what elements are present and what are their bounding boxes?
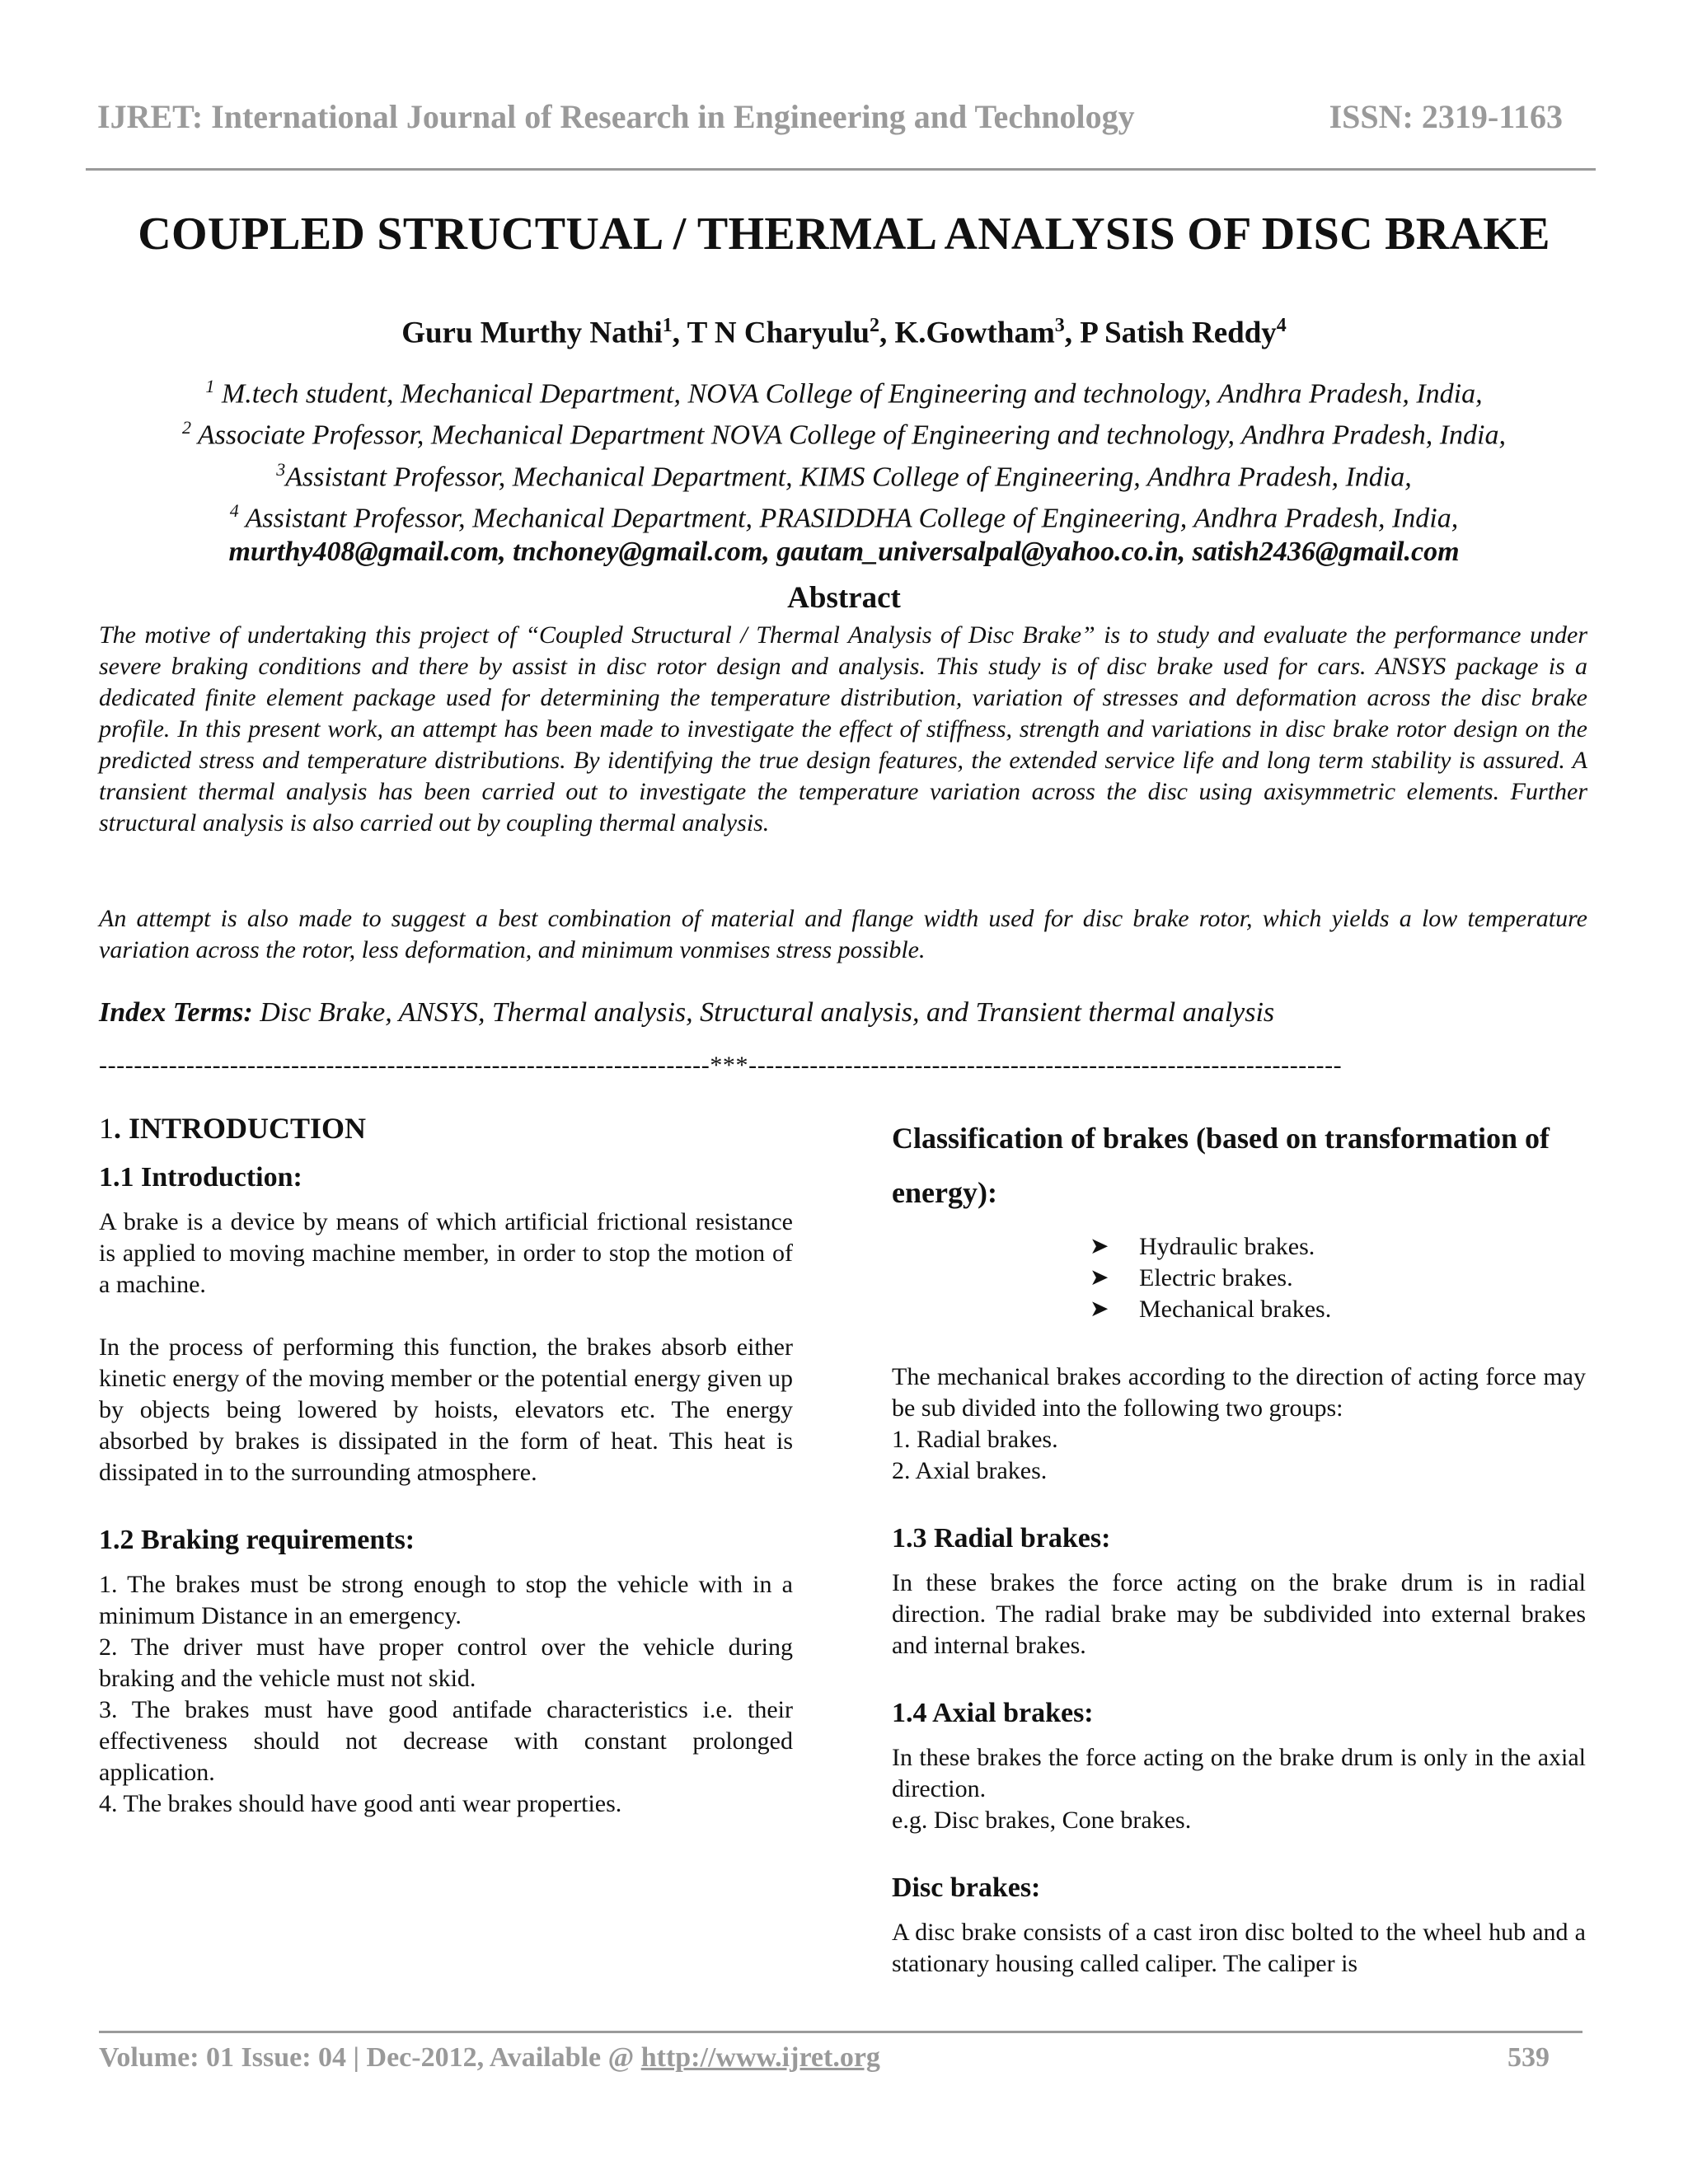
affiliation-line <box>82 452 1606 494</box>
subsection-heading-1-4: 1.4 Axial brakes: <box>892 1698 1094 1728</box>
index-terms-label: Index Terms: <box>99 997 253 1028</box>
section-divider: ----------------------------------------------------------------------***-------------------------------------------------------------------- <box>99 1052 1343 1079</box>
section-title: . INTRODUCTION <box>114 1112 367 1145</box>
affiliation-text: Associate Professor, Mechanical Department NOVA College of Engineering and technology, Andhra Pradesh, India, <box>191 419 1506 451</box>
brake-group-item: 2. Axial brakes. <box>892 1457 1048 1484</box>
running-header <box>97 97 1591 147</box>
journal-name: IJRET: International Journal of Research in Engineering and Technology <box>97 98 1135 135</box>
requirement-item: 1. The brakes must be strong enough to stop the vehicle with in a minimum Distance in an emergency. <box>99 1571 793 1629</box>
list-item-text: Electric brakes. <box>1139 1264 1293 1291</box>
page-number: 539 <box>1507 2042 1550 2073</box>
abstract-paragraph-2: An attempt is also made to suggest a best combination of material and flange width used for disc brake rotor, which yields a low temperature variation across the rotor, less deformation, and minimum vonmises stress possible. <box>99 905 1587 963</box>
author-name: T N Charyulu <box>687 316 870 350</box>
list-item <box>1090 1231 1586 1263</box>
affiliation-text: Assistant Professor, Mechanical Department, KIMS College of Engineering, Andhra Pradesh, India, <box>285 461 1412 492</box>
classification-heading: Classification of brakes (based on transformation of energy): <box>892 1122 1550 1209</box>
requirement-item: 3. The brakes must have good antifade characteristics i.e. their effectiveness should not decrease with constant prolonged application. <box>99 1696 793 1786</box>
arrow-bullet-icon: ➤ <box>1090 1234 1109 1259</box>
brake-group-item: 1. Radial brakes. <box>892 1426 1058 1453</box>
author-list: Guru Murthy Nathi$^1$, T N Charyulu$^2$, K.Gowtham$^3$, P Satish Reddy$^4$ <box>401 315 1287 350</box>
author-emails[interactable]: murthy408@gmail.com, tnchoney@gmail.com, gautam_universalpal@yahoo.co.in, satish2436@gmail.com <box>228 537 1460 568</box>
left-column <box>99 1111 793 1820</box>
abstract-paragraph-1: The motive of undertaking this project of “Coupled Structural / Thermal Analysis of Disc Brake” is to study and evaluate the performance under severe braking conditions and there by assist in disc rotor design and analysis. This study is of disc brake used for cars. ANSYS package is a dedicated finite element package used for determining the temperature distribution, variation of stresses and deformation across the disc brake profile. In this present work, an attempt has been made to investigate the effect of stiffness, strength and variations in disc brake rotor design on the predicted stress and temperature distributions. By identifying the true design features, the extended service life and long term stability is assured. A transient thermal analysis has been carried out to investigate the temperature variation across the disc using axisymmetric elements. Further structural analysis is also carried out by coupling thermal analysis. <box>99 621 1587 837</box>
requirement-item: 2. The driver must have proper control over the vehicle during braking and the vehicle must not skid. <box>99 1633 793 1692</box>
right-column <box>892 1111 1586 1980</box>
subsection-heading-disc-brakes: Disc brakes: <box>892 1872 1041 1903</box>
index-terms-text: Disc Brake, ANSYS, Thermal analysis, Structural analysis, and Transient thermal analysis <box>252 997 1275 1028</box>
affiliation-sup: 1 <box>205 376 215 396</box>
intro-paragraph-2: In the process of performing this function, the brakes absorb either kinetic energy of the moving member or the potential energy given up by objects being lowered by hoists, elevators etc. The energy absorbed by brakes is dissipated in the form of heat. This heat is dissipated in to the surrounding atmosphere. <box>99 1333 793 1486</box>
classification-list <box>892 1231 1586 1325</box>
subsection-heading-1-3: 1.3 Radial brakes: <box>892 1523 1111 1554</box>
list-item-text: Mechanical brakes. <box>1139 1296 1332 1323</box>
author-name: P Satish Reddy <box>1080 316 1277 350</box>
affiliation-sup: 2 <box>182 417 192 438</box>
footer-volume: Volume: 01 Issue: 04 | Dec-2012, Available @ <box>99 2042 641 2073</box>
arrow-bullet-icon: ➤ <box>1090 1296 1109 1322</box>
author-sup: 3 <box>1054 315 1065 336</box>
disc-brakes-paragraph: A disc brake consists of a cast iron disc bolted to the wheel hub and a stationary housing called caliper. The caliper is <box>892 1919 1586 1977</box>
author-name: Guru Murthy Nathi <box>401 316 663 350</box>
requirement-item: 4. The brakes should have good anti wear properties. <box>99 1790 622 1817</box>
paper-title: COUPLED STRUCTUAL / THERMAL ANALYSIS OF DISC BRAKE <box>138 209 1550 260</box>
affiliation-text: M.tech student, Mechanical Department, NOVA College of Engineering and technology, Andhra Pradesh, India, <box>214 378 1483 410</box>
axial-brakes-example: e.g. Disc brakes, Cone brakes. <box>892 1807 1192 1834</box>
author-sup: 4 <box>1276 315 1287 336</box>
affiliation-line <box>82 494 1606 535</box>
radial-brakes-paragraph: In these brakes the force acting on the brake drum is in radial direction. The radial brake may be subdivided into external brakes and internal brakes. <box>892 1569 1586 1659</box>
issn: ISSN: 2319-1163 <box>1329 98 1563 135</box>
author-sup: 1 <box>662 315 673 336</box>
affiliation-sup: 4 <box>229 499 239 521</box>
list-item <box>1090 1263 1586 1294</box>
subsection-heading-1-1: 1.1 Introduction: <box>99 1162 302 1193</box>
affiliation-text: Assistant Professor, Mechanical Department, PRASIDDHA College of Engineering, Andhra Pradesh, India, <box>238 503 1459 534</box>
intro-paragraph-1: A brake is a device by means of which artificial frictional resistance is applied to moving machine member, in order to stop the motion of a machine. <box>99 1208 793 1298</box>
affiliations <box>82 369 1606 569</box>
affiliation-sup: 3 <box>276 458 286 480</box>
section-number: 1 <box>99 1112 114 1145</box>
affiliation-line <box>82 369 1606 410</box>
section-heading-introduction <box>99 1111 793 1146</box>
subsection-heading-1-2: 1.2 Braking requirements: <box>99 1525 415 1555</box>
journal-link[interactable]: http://www.ijret.org <box>640 2042 880 2073</box>
header-rule <box>86 168 1596 171</box>
index-terms <box>99 997 1587 1029</box>
author-name: K.Gowtham <box>894 316 1055 350</box>
list-item <box>1090 1294 1586 1325</box>
author-sup: 2 <box>870 315 880 336</box>
abstract-heading: Abstract <box>787 581 901 615</box>
footer-rule <box>99 2031 1582 2033</box>
affiliation-line <box>82 410 1606 452</box>
arrow-bullet-icon: ➤ <box>1090 1265 1109 1291</box>
mechanical-brakes-paragraph: The mechanical brakes according to the direction of acting force may be sub divided into the following two groups: <box>892 1363 1586 1422</box>
running-footer <box>99 2042 1550 2074</box>
axial-brakes-paragraph: In these brakes the force acting on the brake drum is only in the axial direction. <box>892 1744 1586 1802</box>
list-item-text: Hydraulic brakes. <box>1139 1233 1315 1260</box>
